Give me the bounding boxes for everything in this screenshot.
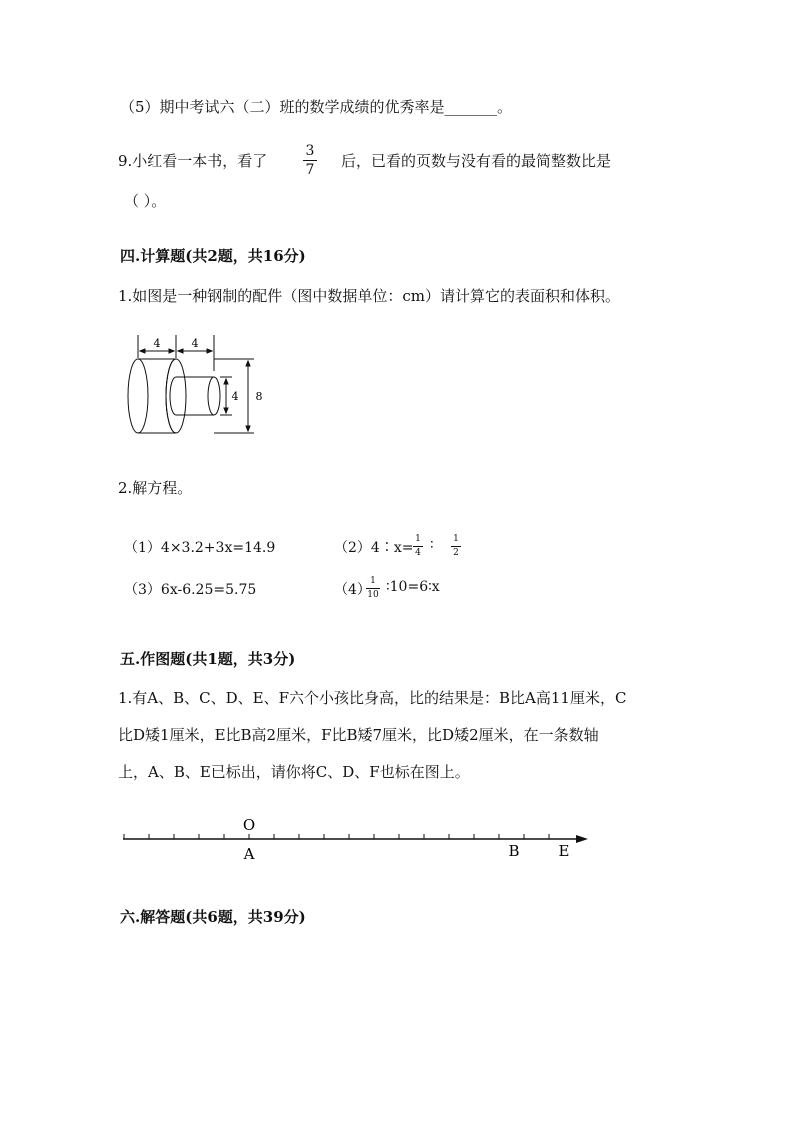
- section4-q1: 1.如图是一种钢制的配件（图中数据单位：cm）请计算它的表面积和体积。: [118, 287, 620, 305]
- section5-line3: 上，A、B、E已标出，请你将C、D、F也标在图上。: [118, 763, 470, 781]
- eq2-fraction-1: [413, 535, 423, 558]
- q8-5-blank[interactable]: _______: [444, 98, 498, 116]
- equation-1: （1）4×3.2+3x=14.9: [124, 540, 276, 556]
- q9-fraction: [303, 144, 317, 177]
- eq2-f2-num: 1: [453, 534, 459, 544]
- q8-5-line: [120, 96, 512, 117]
- equation-2-prefix: （2）4∶x=: [334, 540, 414, 556]
- arrow-1b: [169, 349, 174, 353]
- q9-answer-paren[interactable]: （ ）。: [124, 192, 167, 210]
- label-len2: 4: [191, 337, 199, 350]
- steel-part-figure: [118, 335, 278, 440]
- eq4-f-den: 10: [367, 590, 379, 600]
- label-e: E: [558, 842, 570, 860]
- eq4-f-bar: [366, 588, 380, 589]
- label-a: A: [243, 845, 255, 863]
- inner-left-face: [170, 377, 176, 415]
- eq4-fraction: [366, 577, 380, 600]
- section4-q2: 2.解方程。: [118, 479, 193, 497]
- arrow-o1: [246, 361, 250, 366]
- eq2-fraction-2: [451, 535, 461, 558]
- q9-frac-bar: [303, 160, 317, 161]
- q9-prefix: 9.小红看一本书，看了: [118, 152, 268, 170]
- outer-right-face: [166, 359, 186, 433]
- number-line[interactable]: [118, 812, 598, 864]
- eq2-f1-den: 4: [415, 548, 421, 558]
- label-inner-d: 4: [231, 390, 239, 403]
- eq2-f1-num: 1: [415, 534, 421, 544]
- eq2-colon: ∶: [430, 537, 434, 553]
- eq2-f1-bar: [413, 546, 423, 547]
- arrow-2a: [178, 349, 183, 353]
- outer-left-face: [128, 359, 148, 433]
- arrow-1a: [140, 349, 145, 353]
- equation-4-prefix: （4）: [334, 582, 371, 598]
- q9-suffix: 后，已看的页数与没有看的最简整数比是: [341, 152, 612, 170]
- axis-arrow: [576, 835, 588, 843]
- eq4-f-num: 1: [370, 576, 376, 586]
- arrow-i2: [224, 408, 228, 413]
- outer-right-face-hidden: [166, 359, 176, 433]
- label-b: B: [508, 842, 520, 860]
- section6-title: 六.解答题(共6题，共39分): [120, 908, 306, 926]
- arrow-2b: [207, 349, 212, 353]
- equation-4-suffix: ∶10=6∶x: [386, 579, 440, 595]
- q8-5-prefix: （5）期中考试六（二）班的数学成绩的优秀率是: [120, 98, 445, 116]
- equation-3: （3）6x-6.25=5.75: [124, 582, 257, 598]
- q8-5-suffix: 。: [497, 98, 513, 116]
- section5-line1: 1.有A、B、C、D、E、F六个小孩比身高，比的结果是：B比A高11厘米，C: [118, 689, 627, 707]
- label-origin: O: [242, 816, 256, 834]
- eq2-f2-den: 2: [453, 548, 459, 558]
- q9-frac-num: 3: [305, 143, 315, 159]
- inner-right-face: [208, 377, 220, 415]
- label-len1: 4: [153, 337, 161, 350]
- section5-line2: 比D矮1厘米，E比B高2厘米，F比B矮7厘米，比D矮2厘米，在一条数轴: [118, 726, 599, 744]
- arrow-i1: [224, 379, 228, 384]
- eq2-f2-bar: [451, 546, 461, 547]
- arrow-o2: [246, 426, 250, 431]
- label-outer-d: 8: [255, 390, 263, 403]
- section4-title: 四.计算题(共2题，共16分): [120, 247, 306, 265]
- q9-frac-den: 7: [305, 162, 315, 178]
- section5-title: 五.作图题(共1题，共3分): [120, 650, 296, 668]
